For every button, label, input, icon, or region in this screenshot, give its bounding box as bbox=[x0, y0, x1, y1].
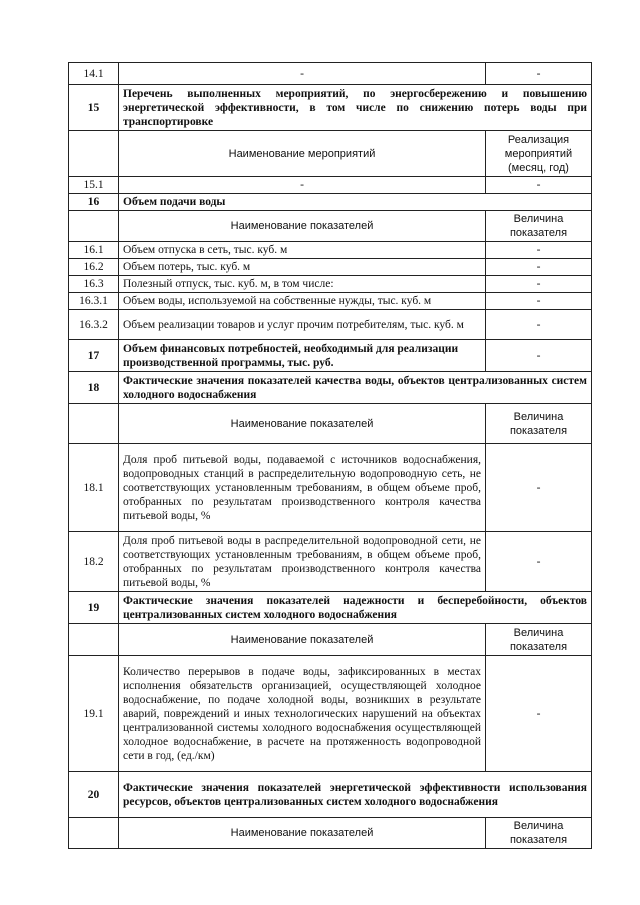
header-row bbox=[69, 404, 592, 444]
section-number: 18 bbox=[69, 372, 119, 404]
row-text: - bbox=[119, 63, 486, 85]
table-row bbox=[69, 444, 592, 532]
row-number: 15.1 bbox=[69, 177, 119, 194]
section-number: 19 bbox=[69, 592, 119, 624]
column-header-name: Наименование мероприятий bbox=[119, 131, 486, 177]
table-row bbox=[69, 656, 592, 772]
table-row bbox=[69, 293, 592, 310]
section-title: Фактические значения показателей энергетической эффективности использования ресурсов, объектов централизованных систем холодного водоснабжения bbox=[119, 772, 592, 818]
section-number: 15 bbox=[69, 85, 119, 131]
row-text: - bbox=[119, 177, 486, 194]
section-title: Фактические значения показателей качества воды, объектов централизованных систем холодного водоснабжения bbox=[119, 372, 592, 404]
table-row bbox=[69, 532, 592, 592]
column-header-name: Наименование показателей bbox=[119, 404, 486, 444]
row-text: Объем потерь, тыс. куб. м bbox=[119, 259, 486, 276]
empty-cell bbox=[69, 131, 119, 177]
row-value: - bbox=[486, 656, 592, 772]
column-header-value: Величина показателя bbox=[486, 818, 592, 849]
row-value: - bbox=[486, 310, 592, 340]
table-row bbox=[69, 242, 592, 259]
section-title: Перечень выполненных мероприятий, по энергосбережению и повышению энергетической эффективности, в том числе по снижению потерь воды при транспортировке bbox=[119, 85, 592, 131]
row-value: - bbox=[486, 177, 592, 194]
column-header-name: Наименование показателей bbox=[119, 624, 486, 656]
table-row bbox=[69, 259, 592, 276]
row-number: 14.1 bbox=[69, 63, 119, 85]
row-value: - bbox=[486, 242, 592, 259]
row-value: - bbox=[486, 340, 592, 372]
section-title: Фактические значения показателей надежности и бесперебойности, объектов централизованных систем холодного водоснабжения bbox=[119, 592, 592, 624]
header-row bbox=[69, 818, 592, 849]
section-row bbox=[69, 85, 592, 131]
row-value: - bbox=[486, 63, 592, 85]
header-row bbox=[69, 624, 592, 656]
column-header-value: Реализация мероприятий (месяц, год) bbox=[486, 131, 592, 177]
row-number: 16.2 bbox=[69, 259, 119, 276]
row-value: - bbox=[486, 293, 592, 310]
indicators-table bbox=[68, 62, 592, 849]
row-text: Объем воды, используемой на собственные нужды, тыс. куб. м bbox=[119, 293, 486, 310]
row-number: 18.2 bbox=[69, 532, 119, 592]
section-row bbox=[69, 372, 592, 404]
row-text: Объем реализации товаров и услуг прочим потребителям, тыс. куб. м bbox=[119, 310, 486, 340]
row-number: 18.1 bbox=[69, 444, 119, 532]
header-row bbox=[69, 211, 592, 242]
empty-cell bbox=[69, 818, 119, 849]
row-value: - bbox=[486, 532, 592, 592]
column-header-value: Величина показателя bbox=[486, 624, 592, 656]
empty-cell bbox=[69, 624, 119, 656]
row-number: 19.1 bbox=[69, 656, 119, 772]
section-number: 20 bbox=[69, 772, 119, 818]
column-header-value: Величина показателя bbox=[486, 211, 592, 242]
row-value: - bbox=[486, 444, 592, 532]
section-row bbox=[69, 194, 592, 211]
section-row bbox=[69, 772, 592, 818]
table-row bbox=[69, 177, 592, 194]
row-value: - bbox=[486, 259, 592, 276]
section-title: Объем финансовых потребностей, необходимый для реализации производственной программы, тыс. руб. bbox=[119, 340, 486, 372]
row-text: Доля проб питьевой воды в распределительной водопроводной сети, не соответствующих установленным требованиям, в общем объеме проб, отобранных по результатам производственного контроля качества питьевой воды, % bbox=[119, 532, 486, 592]
row-number: 16.3.1 bbox=[69, 293, 119, 310]
column-header-value: Величина показателя bbox=[486, 404, 592, 444]
section-row bbox=[69, 592, 592, 624]
row-number: 16.3 bbox=[69, 276, 119, 293]
empty-cell bbox=[69, 211, 119, 242]
row-number: 16.3.2 bbox=[69, 310, 119, 340]
column-header-name: Наименование показателей bbox=[119, 818, 486, 849]
header-row bbox=[69, 131, 592, 177]
row-value: - bbox=[486, 276, 592, 293]
column-header-name: Наименование показателей bbox=[119, 211, 486, 242]
section-number: 17 bbox=[69, 340, 119, 372]
section-row bbox=[69, 340, 592, 372]
section-title: Объем подачи воды bbox=[119, 194, 592, 211]
row-text: Количество перерывов в подаче воды, зафиксированных в местах исполнения обязательств организацией, осуществляющей холодное водоснабжение, по подаче холодной воды, возникших в результате аварий, повреждений и иных технологических нарушений на объектах централизованной системы холодного водоснабжения осуществляющей холодное водоснабжение, в расчете на протяженность водопроводной сети в год, (ед./км) bbox=[119, 656, 486, 772]
table-row bbox=[69, 276, 592, 293]
table-row bbox=[69, 63, 592, 85]
row-text: Полезный отпуск, тыс. куб. м, в том числе: bbox=[119, 276, 486, 293]
table-row bbox=[69, 310, 592, 340]
empty-cell bbox=[69, 404, 119, 444]
row-text: Объем отпуска в сеть, тыс. куб. м bbox=[119, 242, 486, 259]
section-number: 16 bbox=[69, 194, 119, 211]
row-number: 16.1 bbox=[69, 242, 119, 259]
row-text: Доля проб питьевой воды, подаваемой с источников водоснабжения, водопроводных станций в распределительную водопроводную сеть, не соответствующих установленным требованиям, в общем объеме проб, отобранных по результатам производственного контроля качества питьевой воды, % bbox=[119, 444, 486, 532]
